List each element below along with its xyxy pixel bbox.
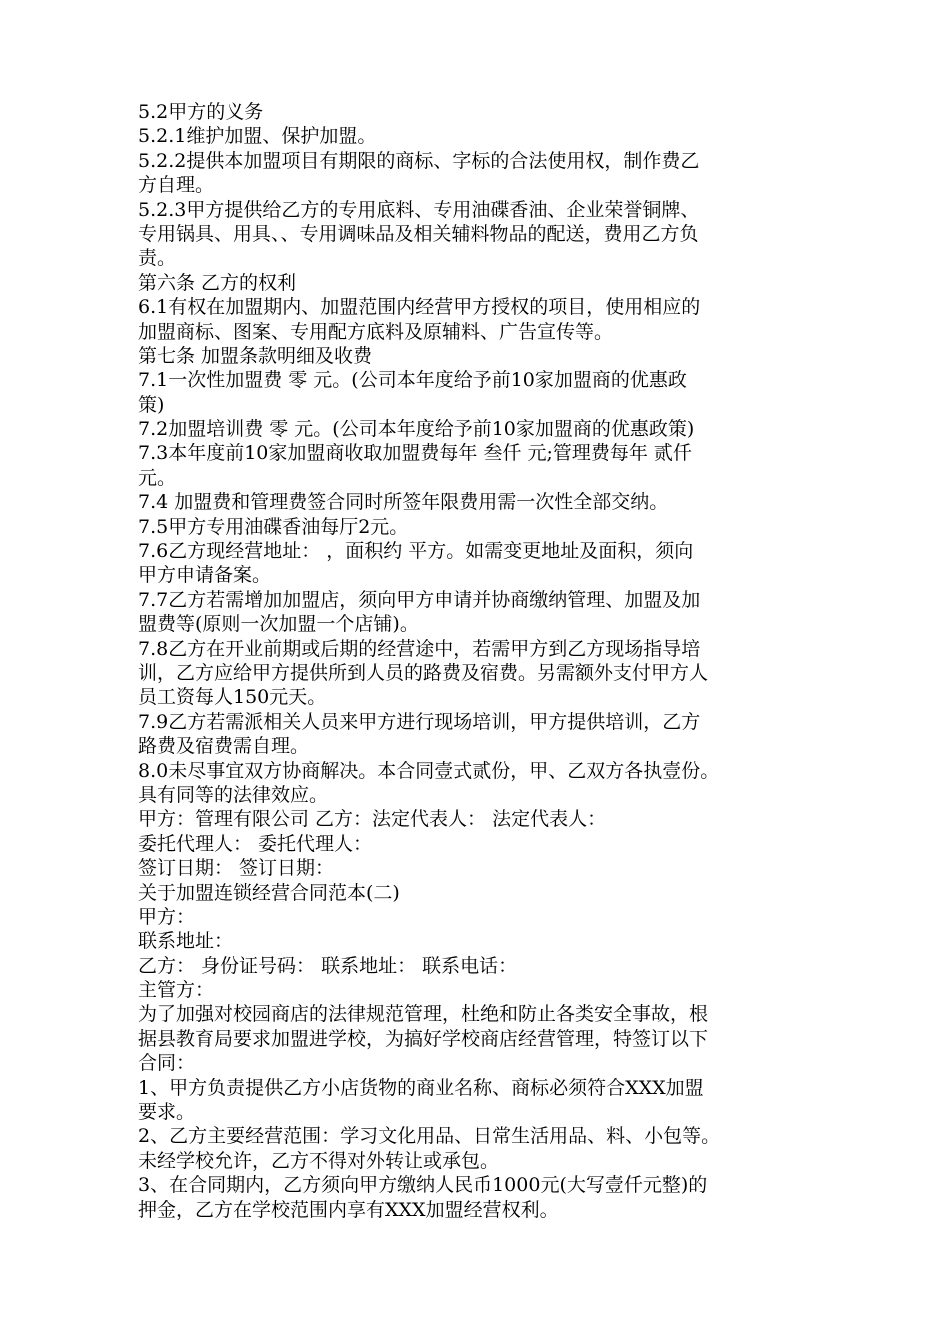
party-line: 乙方： 身份证号码： 联系地址： 联系电话： — [138, 954, 518, 977]
signature-line: 委托代理人： 委托代理人： — [138, 832, 373, 855]
text-line: 7.1一次性加盟费 零 元。(公司本年度给予前10家加盟商的优惠政 — [138, 369, 687, 392]
text-line: 路费及宿费需自理。 — [138, 735, 310, 758]
text-line: 5.2.2提供本加盟项目有期限的商标、字标的合法使用权，制作费乙 — [138, 149, 700, 172]
text-line: 7.4 加盟费和管理费签合同时所签年限费用需一次性全部交纳。 — [138, 491, 669, 514]
document-subtitle: 关于加盟连锁经营合同范本(二) — [138, 881, 400, 904]
text-line: 5.2.3甲方提供给乙方的专用底料、专用油碟香油、企业荣誉铜牌、 — [138, 198, 700, 221]
signature-line: 甲方：管理有限公司 乙方：法定代表人： 法定代表人： — [138, 808, 607, 831]
text-line: 7.7乙方若需增加加盟店，须向甲方申请并协商缴纳管理、加盟及加 — [138, 588, 701, 611]
text-line: 7.2加盟培训费 零 元。(公司本年度给予前10家加盟商的优惠政策) — [138, 418, 695, 441]
text-line: 方自理。 — [138, 174, 215, 197]
signature-line: 签订日期： 签订日期： — [138, 857, 335, 880]
text-line: 为了加强对校园商店的法律规范管理，杜绝和防止各类安全事故，根 — [138, 1003, 709, 1026]
text-line: 7.5甲方专用油碟香油每厅2元。 — [138, 515, 409, 538]
text-line: 1、甲方负责提供乙方小店货物的商业名称、商标必须符合XXX加盟 — [138, 1076, 704, 1099]
section-heading: 第七条 加盟条款明细及收费 — [138, 344, 373, 367]
text-line: 7.3本年度前10家加盟商收取加盟费每年 叁仟 元;管理费每年 贰仟 — [138, 442, 692, 465]
text-line: 元。 — [138, 466, 177, 489]
text-line: 具有同等的法律效应。 — [138, 783, 329, 806]
party-line: 联系地址： — [138, 930, 234, 953]
text-line: 甲方申请备案。 — [138, 564, 272, 587]
text-line: 员工资每人150元天。 — [138, 686, 327, 709]
text-line: 5.2.1维护加盟、保护加盟。 — [138, 125, 377, 148]
document-page — [138, 100, 828, 1222]
text-line: 5.2甲方的义务 — [138, 101, 264, 123]
text-line: 7.6乙方现经营地址： ，面积约 平方。如需变更地址及面积，须向 — [138, 540, 694, 563]
text-line: 8.0未尽事宜双方协商解决。本合同壹式贰份，甲、乙双方各执壹份。 — [138, 759, 720, 782]
text-line: 押金，乙方在学校范围内享有XXX加盟经营权利。 — [138, 1198, 559, 1221]
text-line: 未经学校允许，乙方不得对外转让或承包。 — [138, 1149, 500, 1172]
text-line: 据县教育局要求加盟进学校，为搞好学校商店经营管理，特签订以下 — [138, 1027, 709, 1050]
section-heading: 第六条 乙方的权利 — [138, 271, 297, 294]
text-line: 专用锅具、用具、、专用调味品及相关辅料物品的配送，费用乙方负 — [138, 222, 699, 245]
text-line: 要求。 — [138, 1101, 196, 1124]
text-line: 训，乙方应给甲方提供所到人员的路费及宿费。另需额外支付甲方人 — [138, 661, 709, 684]
text-line: 策) — [138, 393, 165, 416]
text-line: 7.9乙方若需派相关人员来甲方进行现场培训，甲方提供培训，乙方 — [138, 710, 701, 733]
text-line: 3、在合同期内，乙方须向甲方缴纳人民币1000元(大写壹仟元整)的 — [138, 1174, 708, 1197]
text-line: 责。 — [138, 247, 177, 270]
party-line: 甲方： — [138, 905, 196, 928]
text-line: 7.8乙方在开业前期或后期的经营途中，若需甲方到乙方现场指导培 — [138, 637, 701, 660]
text-line: 加盟商标、图案、专用配方底料及原辅料、广告宣传等。 — [138, 320, 614, 343]
text-line: 6.1有权在加盟期内、加盟范围内经营甲方授权的项目，使用相应的 — [138, 296, 701, 319]
text-line: 2、乙方主要经营范围：学习文化用品、日常生活用品、料、小包等。 — [138, 1125, 721, 1148]
party-line: 主管方： — [138, 979, 215, 1002]
text-line: 盟费等(原则一次加盟一个店铺)。 — [138, 613, 419, 636]
text-line: 合同： — [138, 1052, 196, 1075]
